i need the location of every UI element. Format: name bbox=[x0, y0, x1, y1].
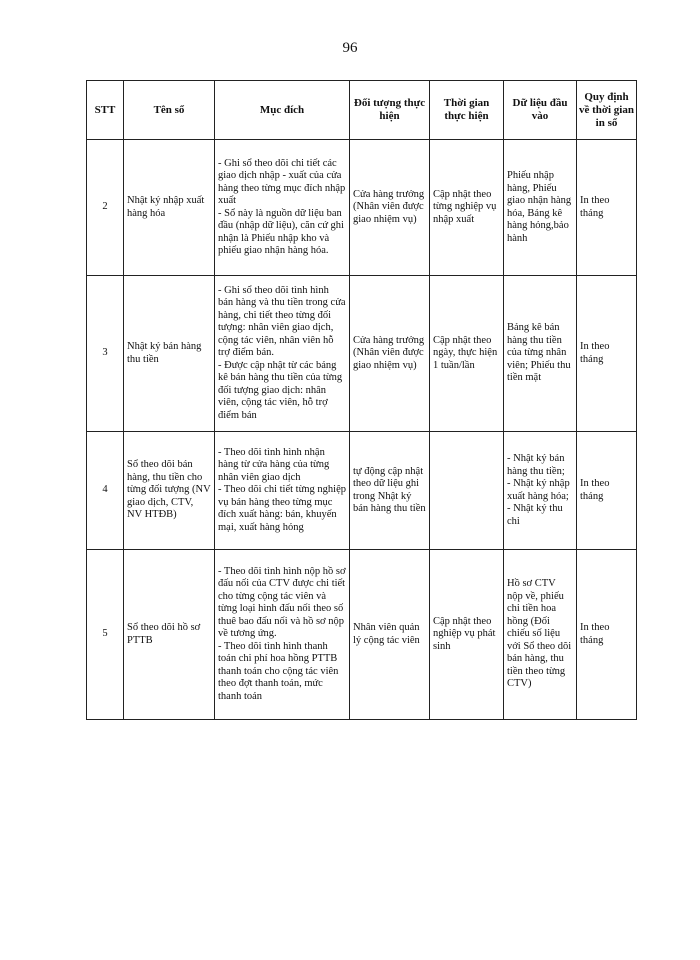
cell-muc-dich bbox=[215, 276, 350, 432]
cell-quy-dinh: In theo tháng bbox=[577, 276, 637, 432]
table-row bbox=[87, 276, 637, 432]
header-stt: STT bbox=[87, 81, 124, 140]
cell-thoi-gian bbox=[430, 432, 504, 550]
cell-ten-so: Sổ theo dõi bán hàng, thu tiền cho từng đối tượng (NV giao dịch, CTV, NV HTĐB) bbox=[124, 432, 215, 550]
cell-stt: 2 bbox=[87, 140, 124, 276]
du-lieu-line: - Nhật ký nhập xuất hàng hóa; bbox=[507, 478, 570, 502]
cell-stt: 3 bbox=[87, 276, 124, 432]
cell-doi-tuong: Nhân viên quản lý cộng tác viên bbox=[350, 550, 430, 720]
header-thoi-gian: Thời gian thực hiện bbox=[430, 81, 504, 140]
table-row bbox=[87, 140, 637, 276]
cell-thoi-gian: Cập nhật theo nghiệp vụ phát sinh bbox=[430, 550, 504, 720]
cell-quy-dinh: In theo tháng bbox=[577, 140, 637, 276]
record-books-table bbox=[86, 80, 637, 720]
du-lieu-line: Phiếu nhập hàng, Phiếu giao nhận hàng hóa, Bảng kê hàng hỏng,bảo hành bbox=[507, 170, 572, 244]
du-lieu-line: - Nhật ký thu chi bbox=[507, 503, 563, 527]
cell-thoi-gian: Cập nhật theo từng nghiệp vụ nhập xuất bbox=[430, 140, 504, 276]
header-ten-so: Tên sổ bbox=[124, 81, 215, 140]
header-row bbox=[87, 81, 637, 140]
header-doi-tuong: Đối tượng thực hiện bbox=[350, 81, 430, 140]
cell-quy-dinh: In theo tháng bbox=[577, 432, 637, 550]
cell-du-lieu bbox=[504, 432, 577, 550]
muc-dich-line: - Được cập nhật từ các bảng kê bán hàng thu tiền của từng đối tượng giao dịch: nhân viên, cộng tác viên, hỗ trợ điểm bán bbox=[218, 359, 343, 421]
muc-dich-line: - Ghi sổ theo dõi chi tiết các giao dịch nhập - xuất của cửa hàng theo từng mục đích nhập xuất bbox=[218, 157, 346, 206]
cell-muc-dich bbox=[215, 432, 350, 550]
cell-muc-dich bbox=[215, 550, 350, 720]
cell-doi-tuong: Cửa hàng trưởng (Nhân viên được giao nhiệm vụ) bbox=[350, 140, 430, 276]
du-lieu-line: Bảng kê bán hàng thu tiền của từng nhân viên; Phiếu thu tiền mặt bbox=[507, 322, 571, 384]
header-muc-dich: Mục đích bbox=[215, 81, 350, 140]
cell-doi-tuong: Cửa hàng trưởng (Nhân viên được giao nhiệm vụ) bbox=[350, 276, 430, 432]
cell-quy-dinh: In theo tháng bbox=[577, 550, 637, 720]
muc-dich-line: - Theo dõi tình hình nộp hồ sơ đấu nối của CTV được chi tiết cho từng cộng tác viên và từng loại hình đấu nối theo số thuê bao đấu nối và hồ sơ nộp về tương ứng. bbox=[218, 565, 346, 640]
muc-dich-line: - Sổ này là nguồn dữ liệu ban đầu (nhập dữ liệu), căn cứ ghi nhận là Phiếu nhập kho và phiếu giao nhận hàng hóa. bbox=[218, 207, 344, 256]
cell-doi-tuong: tự động cập nhật theo dữ liệu ghi trong Nhật ký bán hàng thu tiền bbox=[350, 432, 430, 550]
du-lieu-line: Hồ sơ CTV nộp về, phiếu chi tiền hoa hồng (Đối chiếu số liệu với Sổ theo dõi bán hàng, thu tiền theo từng CTV) bbox=[507, 578, 572, 690]
du-lieu-line: - Nhật ký bán hàng thu tiền; bbox=[507, 453, 565, 477]
muc-dich-line: - Theo dõi tình hình nhận hàng từ cửa hàng của từng nhân viên giao dịch bbox=[218, 446, 330, 483]
muc-dich-line: - Ghi sổ theo dõi tình hình bán hàng và thu tiền trong cửa hàng, chi tiết theo từng đối tượng: nhân viên giao dịch, cộng tác viên, nhân viên hỗ trợ điểm bán. bbox=[218, 284, 346, 359]
cell-stt: 5 bbox=[87, 550, 124, 720]
muc-dich-line: - Theo dõi chi tiết từng nghiệp vụ bán hàng theo từng mục đích xuất hàng: bán, khuyến mại, xuất hàng hỏng bbox=[218, 484, 346, 533]
cell-stt: 4 bbox=[87, 432, 124, 550]
muc-dich-line: - Theo dõi tình hình thanh toán chi phí hoa hồng PTTB thanh toán cho cộng tác viên theo đợt thanh toán, mức thanh toán bbox=[218, 640, 339, 702]
cell-ten-so: Nhật ký nhập xuất hàng hóa bbox=[124, 140, 215, 276]
table-row bbox=[87, 550, 637, 720]
page-number: 96 bbox=[342, 40, 358, 56]
header-quy-dinh: Quy định về thời gian in sổ bbox=[577, 81, 637, 140]
table-row bbox=[87, 432, 637, 550]
header-du-lieu: Dữ liệu đầu vào bbox=[504, 81, 577, 140]
cell-thoi-gian: Cập nhật theo ngày, thực hiện 1 tuần/lần bbox=[430, 276, 504, 432]
cell-du-lieu bbox=[504, 276, 577, 432]
cell-ten-so: Nhật ký bán hàng thu tiền bbox=[124, 276, 215, 432]
cell-muc-dich bbox=[215, 140, 350, 276]
cell-du-lieu bbox=[504, 140, 577, 276]
cell-ten-so: Sổ theo dõi hồ sơ PTTB bbox=[124, 550, 215, 720]
cell-du-lieu bbox=[504, 550, 577, 720]
